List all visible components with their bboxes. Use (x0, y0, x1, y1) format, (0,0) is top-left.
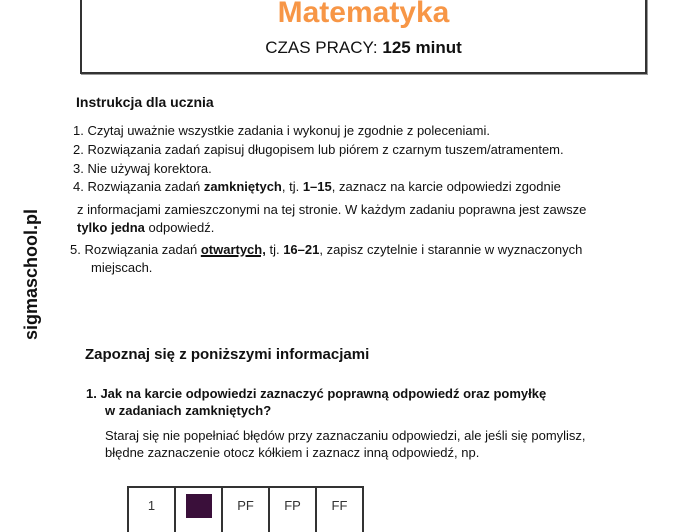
item-text: , tj. (281, 179, 303, 194)
exam-header-box (80, 0, 647, 74)
cell-label: 1 (147, 497, 156, 513)
instruction-item-5-line-2: miejscach. (91, 260, 153, 275)
instruction-item-5 (70, 242, 582, 258)
cell-label: FP (284, 497, 301, 513)
item-number: 5. (70, 242, 81, 257)
answer-cell-filled (176, 488, 223, 532)
cell-label: PF (237, 497, 254, 513)
answer-cell-fp (270, 488, 317, 532)
item-number: 4. (73, 179, 84, 194)
cell-label: FF (331, 497, 348, 513)
example-answer-table (127, 486, 364, 532)
watermark-text: sigmaschool.pl (21, 208, 41, 340)
item-text: Rozwiązania zadań (87, 179, 204, 194)
item-text: Czytaj uważnie wszystkie zadania i wykonuj je zgodnie z poleceniami. (87, 123, 490, 138)
instruction-item-4-line-3 (77, 220, 214, 236)
item-text: Rozwiązania zadań (84, 242, 201, 257)
exam-time (82, 38, 645, 58)
item-text: tj. (265, 242, 284, 257)
question-1-body: Staraj się nie popełniać błędów przy zaznaczaniu odpowiedzi, ale jeśli się pomylisz, (105, 428, 586, 443)
question-1-body-line-2: błędne zaznaczenie otocz kółkiem i zaznacz inną odpowiedź, np. (105, 445, 480, 460)
item-number: 3. (73, 161, 84, 176)
item-text: , zaznacz na karcie odpowiedzi zgodnie (331, 179, 561, 194)
instruction-item-2 (73, 142, 564, 158)
emphasis-closed: zamkniętych (203, 179, 282, 194)
instructions-heading: Instrukcja dla ucznia (76, 94, 214, 110)
item-number: 2. (73, 142, 84, 157)
instruction-item-4-line-2: z informacjami zamieszczonymi na tej stronie. W każdym zadaniu poprawna jest zawsze (77, 202, 587, 217)
emphasis-range: 1–15 (302, 179, 332, 194)
instruction-item-4 (73, 179, 561, 195)
answer-cell-number (129, 488, 176, 532)
filled-mark-icon (186, 494, 212, 518)
emphasis-open: otwartych, (200, 242, 266, 257)
answer-cell-pf (223, 488, 270, 532)
info-heading: Zapoznaj się z poniższymi informacjami (85, 346, 370, 363)
subject-title: Matematyka (277, 0, 450, 29)
time-value: 125 minut (382, 38, 462, 57)
emphasis-range: 16–21 (283, 242, 320, 257)
time-label: CZAS PRACY: (265, 38, 378, 57)
item-text: Nie używaj korektora. (87, 161, 212, 176)
question-1-title: 1. Jak na karcie odpowiedzi zaznaczyć poprawną odpowiedź oraz pomyłkę (86, 386, 547, 401)
instruction-item-3 (73, 161, 212, 177)
item-text: , zapisz czytelnie i starannie w wyznaczonych (319, 242, 583, 257)
item-text: odpowiedź. (144, 220, 215, 235)
question-1-title-line-2: w zadaniach zamkniętych? (105, 403, 272, 418)
instruction-item-1 (73, 123, 490, 139)
answer-cell-ff (317, 488, 364, 532)
item-text: Rozwiązania zadań zapisuj długopisem lub piórem z czarnym tuszem/atramentem. (87, 142, 564, 157)
emphasis-only-one: tylko jedna (77, 220, 145, 235)
item-number: 1. (73, 123, 84, 138)
